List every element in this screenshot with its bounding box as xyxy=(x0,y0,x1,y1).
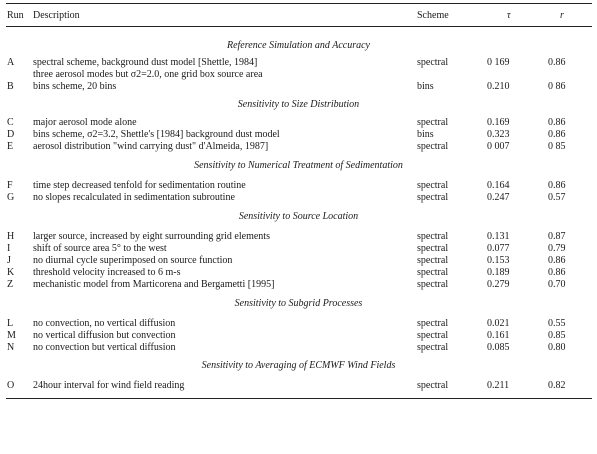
cell-desc: mechanistic model from Marticorena and Bergametti [1995] xyxy=(33,279,275,290)
header-rule xyxy=(6,26,592,27)
cell-tau: 0.323 xyxy=(487,129,510,140)
cell-run: L xyxy=(7,318,14,329)
cell-scheme: bins xyxy=(417,129,434,140)
cell-scheme: spectral xyxy=(417,192,449,203)
cell-desc: no convection, no vertical diffusion xyxy=(33,318,176,329)
cell-run: A xyxy=(7,57,15,68)
cell-r: 0.55 xyxy=(548,318,566,329)
cell-scheme: spectral xyxy=(417,342,449,353)
cell-desc: no diurnal cycle superimposed on source function xyxy=(33,255,233,266)
cell-scheme: bins xyxy=(417,81,434,92)
section-heading xyxy=(0,99,597,111)
cell-r: 0.86 xyxy=(548,267,566,278)
cell-tau: 0.161 xyxy=(487,330,510,341)
cell-desc: major aerosol mode alone xyxy=(33,117,137,128)
cell-r: 0.82 xyxy=(548,380,566,391)
table-row xyxy=(0,342,597,354)
cell-tau: 0.021 xyxy=(487,318,510,329)
cell-r: 0.86 xyxy=(548,180,566,191)
section-heading xyxy=(0,40,597,52)
cell-r: 0.79 xyxy=(548,243,566,254)
table-row xyxy=(0,330,597,342)
cell-desc: bins scheme, 20 bins xyxy=(33,81,117,92)
cell-run: O xyxy=(7,380,15,391)
header-r: r xyxy=(560,10,564,21)
cell-r: 0 86 xyxy=(548,81,566,92)
cell-r: 0.57 xyxy=(548,192,566,203)
section-title: Sensitivity to Subgrid Processes xyxy=(234,298,363,309)
table-row xyxy=(0,318,597,330)
table-row xyxy=(0,117,597,129)
cell-desc: 24hour interval for wind field reading xyxy=(33,380,185,391)
cell-desc: spectral scheme, background dust model [Shettle, 1984] xyxy=(33,57,258,68)
cell-run: D xyxy=(7,129,15,140)
cell-run: N xyxy=(7,342,15,353)
section-heading xyxy=(0,160,597,172)
section-heading xyxy=(0,360,597,372)
cell-desc: time step decreased tenfold for sedimentation routine xyxy=(33,180,246,191)
section-heading xyxy=(0,211,597,223)
header-description: Description xyxy=(33,10,80,21)
cell-desc: three aerosol modes but σ2=2.0, one grid box source area xyxy=(33,69,263,80)
cell-run: F xyxy=(7,180,13,191)
cell-tau: 0 169 xyxy=(487,57,510,68)
cell-run: I xyxy=(7,243,11,254)
cell-tau: 0.189 xyxy=(487,267,510,278)
cell-scheme: spectral xyxy=(417,180,449,191)
header-scheme: Scheme xyxy=(417,10,449,21)
cell-scheme: spectral xyxy=(417,380,449,391)
cell-tau: 0.077 xyxy=(487,243,510,254)
section-title: Sensitivity to Averaging of ECMWF Wind Fields xyxy=(201,360,396,371)
table-header xyxy=(0,10,597,22)
section-title: Reference Simulation and Accuracy xyxy=(226,40,370,51)
cell-r: 0.86 xyxy=(548,129,566,140)
table-row xyxy=(0,255,597,267)
table-row xyxy=(0,69,597,81)
cell-scheme: spectral xyxy=(417,57,449,68)
cell-scheme: spectral xyxy=(417,267,449,278)
cell-tau: 0.153 xyxy=(487,255,510,266)
cell-tau: 0.279 xyxy=(487,279,510,290)
cell-tau: 0.247 xyxy=(487,192,510,203)
section-heading xyxy=(0,298,597,310)
table-row xyxy=(0,57,597,69)
table-row xyxy=(0,279,597,291)
table-row xyxy=(0,129,597,141)
table-row xyxy=(0,380,597,392)
cell-desc: threshold velocity increased to 6 m-s xyxy=(33,267,181,278)
cell-scheme: spectral xyxy=(417,279,449,290)
cell-scheme: spectral xyxy=(417,330,449,341)
table-row xyxy=(0,243,597,255)
cell-scheme: spectral xyxy=(417,231,449,242)
header-run: Run xyxy=(7,10,24,21)
cell-r: 0.86 xyxy=(548,255,566,266)
cell-r: 0.85 xyxy=(548,330,566,341)
cell-desc: larger source, increased by eight surrounding grid elements xyxy=(33,231,270,242)
cell-desc: no vertical diffusion but convection xyxy=(33,330,176,341)
cell-run: K xyxy=(7,267,15,278)
cell-r: 0.87 xyxy=(548,231,566,242)
table-row xyxy=(0,141,597,153)
cell-tau: 0.131 xyxy=(487,231,510,242)
cell-run: C xyxy=(7,117,14,128)
cell-scheme: spectral xyxy=(417,318,449,329)
cell-tau: 0.210 xyxy=(487,81,510,92)
cell-run: B xyxy=(7,81,14,92)
cell-run: G xyxy=(7,192,15,203)
table-row xyxy=(0,192,597,204)
cell-r: 0.86 xyxy=(548,57,566,68)
cell-tau: 0.211 xyxy=(487,380,510,391)
cell-run: M xyxy=(7,330,16,341)
section-title: Sensitivity to Source Location xyxy=(238,211,359,222)
cell-scheme: spectral xyxy=(417,243,449,254)
cell-desc: no slopes recalculated in sedimentation subroutine xyxy=(33,192,235,203)
section-title: Sensitivity to Numerical Treatment of Sedimentation xyxy=(194,160,403,171)
top-rule xyxy=(6,3,592,4)
header-tau: τ xyxy=(507,10,511,21)
table-row xyxy=(0,180,597,192)
cell-desc: no convection but vertical diffusion xyxy=(33,342,176,353)
cell-run: E xyxy=(7,141,14,152)
section-title: Sensitivity to Size Distribution xyxy=(237,99,360,110)
cell-r: 0.86 xyxy=(548,117,566,128)
cell-desc: bins scheme, σ2=3.2, Shettle's [1984] background dust model xyxy=(33,129,280,140)
cell-tau: 0 007 xyxy=(487,141,510,152)
cell-tau: 0.085 xyxy=(487,342,510,353)
cell-run: H xyxy=(7,231,15,242)
cell-r: 0.80 xyxy=(548,342,566,353)
cell-run: Z xyxy=(7,279,14,290)
table-row xyxy=(0,267,597,279)
cell-r: 0 85 xyxy=(548,141,566,152)
cell-desc: aerosol distribution "wind carrying dust" d'Almeida, 1987] xyxy=(33,141,269,152)
cell-tau: 0.164 xyxy=(487,180,510,191)
cell-r: 0.70 xyxy=(548,279,566,290)
cell-scheme: spectral xyxy=(417,141,449,152)
cell-desc: shift of source area 5° to the west xyxy=(33,243,167,254)
bottom-rule xyxy=(6,398,592,399)
table-row xyxy=(0,231,597,243)
cell-scheme: spectral xyxy=(417,255,449,266)
cell-run: J xyxy=(7,255,11,266)
table-row xyxy=(0,81,597,93)
cell-scheme: spectral xyxy=(417,117,449,128)
cell-tau: 0.169 xyxy=(487,117,510,128)
